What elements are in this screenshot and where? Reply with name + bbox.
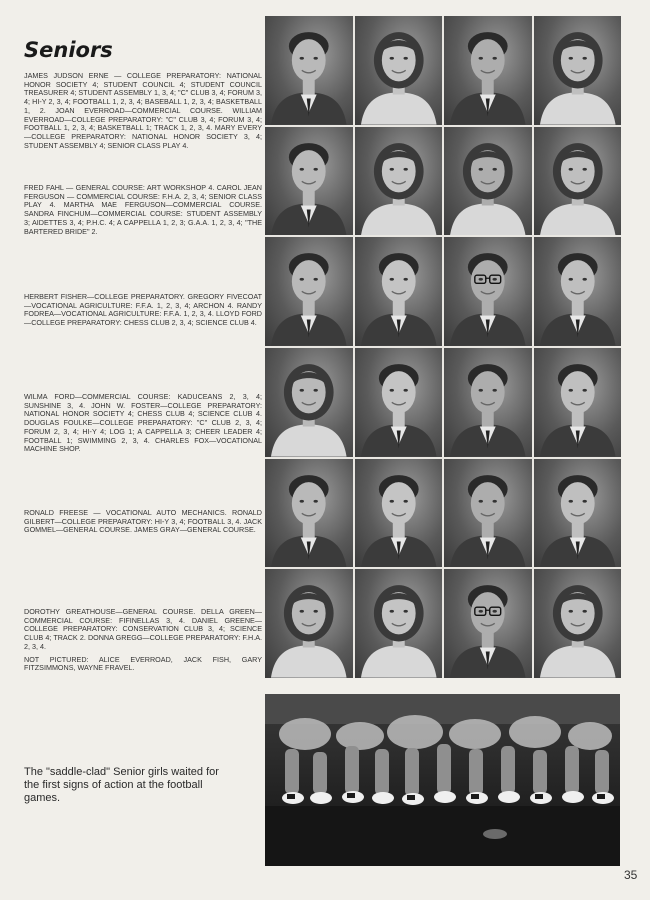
bio-text: DOROTHY GREATHOUSE—GENERAL COURSE. DELLA GREEN—COMMERCIAL COURSE: FIFINELLAS 3, 4. DANIEL GREENE—COLLEGE PREPARATORY: CONSERVATION CLUB 3, 4; SCIENCE CLUB 4; TRACK 2. DONNA GREGG—COLLEGE PREPARATORY: F.H.A. 2, 3, 4. (24, 607, 262, 651)
portrait-grid (265, 16, 621, 678)
bio-text: WILMA FORD—COMMERCIAL COURSE: KADUCEANS 2, 3, 4; SUNSHINE 3, 4. JOHN W. FOSTER—COLLEGE PREPARATORY: NATIONAL HONOR SOCIETY 4; CHESS CLUB 4; SCIENCE CLUB 4. DOUGLAS FOULKE—COLLEGE PREPARATORY: "C" CLUB 2, 3, 4; FORUM 2, 3, 4; HI-Y 4; LOG 1; A CAPPELLA 3; CHEER LEADER 4; FOOTBALL 1; SWIMMING 2, 3, 4. CHARLES FOX—VOCATIONAL MACHINE SHOP. (24, 392, 262, 454)
bio-text: HERBERT FISHER—COLLEGE PREPARATORY. GREGORY FIVECOAT—VOCATIONAL AGRICULTURE: F.F.A. 1, 2, 3, 4; ARCHON 4. RANDY FODREA—VOCATIONAL AGRICULTURE: F.F.A. 1, 2, 3, 4. LLOYD FORD—COLLEGE PREPARATORY: CHESS CLUB 2, 3, 4; SCIENCE CLUB 4. (24, 292, 262, 328)
portrait-photo (265, 459, 353, 568)
bio-block-2 (24, 184, 262, 240)
portrait-photo (355, 127, 443, 236)
portrait-photo (355, 459, 443, 568)
bio-text: RONALD FREESE — VOCATIONAL AUTO MECHANICS. RONALD GILBERT—COLLEGE PREPARATORY: HI-Y 3, 4; FOOTBALL 3, 4. JACK GOMMEL—GENERAL COURSE. JAMES GRAY—GENERAL COURSE. (24, 508, 262, 535)
portrait-photo (444, 16, 532, 125)
portrait-photo (355, 348, 443, 457)
portrait-photo (534, 16, 622, 125)
bio-block-5 (24, 509, 262, 539)
portrait-photo (444, 237, 532, 346)
portrait-photo (534, 127, 622, 236)
not-pictured-text: NOT PICTURED: ALICE EVERROAD, JACK FISH, GARY FITZSIMMONS, WAYNE FRAVEL. (24, 654, 262, 673)
portrait-photo (265, 348, 353, 457)
bio-text: JAMES JUDSON ERNE — COLLEGE PREPARATORY: NATIONAL HONOR SOCIETY 4; STUDENT COUNCIL 4; STUDENT COUNCIL TREASURER 4; STUDENT ASSEMBLY 1, 3, 4; "C" CLUB 3, 4; FORUM 3, 4; HI-Y 2, 3, 4; FOOTBALL 1, 2, 3, 4; BASEBALL 1, 2, 3, 4; BASKETBALL 1, 2. JOAN EVERROAD—COMMERCIAL COURSE. WILLIAM EVERROAD—COLLEGE PREPARATORY: "C" CLUB 3, 4; FORUM 3, 4; FOOTBALL 1, 2, 3, 4; BASKETBALL 1; TRACK 1, 2, 3, 4. MARY EVERY—COLLEGE PREPARATORY: NATIONAL HONOR SOCIETY 3, 4; STUDENT ASSEMBLY 4; SENIOR CLASS PLAY 4. (24, 71, 262, 150)
photo-caption: The "saddle-clad" Senior girls waited for the first signs of action at the football games. (24, 766, 219, 804)
bio-block-6 (24, 608, 262, 677)
portrait-photo (444, 127, 532, 236)
portrait-photo (534, 459, 622, 568)
portrait-photo (444, 569, 532, 678)
portrait-photo (265, 569, 353, 678)
portrait-photo (534, 348, 622, 457)
page-title: Seniors (24, 38, 113, 62)
crowd-photo (265, 694, 620, 866)
portrait-photo (355, 16, 443, 125)
portrait-photo (444, 459, 532, 568)
portrait-photo (444, 348, 532, 457)
portrait-photo (265, 127, 353, 236)
portrait-photo (265, 237, 353, 346)
portrait-photo (534, 237, 622, 346)
portrait-photo (355, 569, 443, 678)
portrait-photo (265, 16, 353, 125)
bio-text: FRED FAHL — GENERAL COURSE: ART WORKSHOP 4. CAROL JEAN FERGUSON — COMMERCIAL COURSE: F.H.A. 2, 3, 4; SENIOR CLASS PLAY 4. MARTHA MAE FERGUSON—COMMERCIAL COURSE. SANDRA FINCHUM—COMMERCIAL COURSE: STUDENT ASSEMBLY 3; AIDETTES 3, 4; P.H.C. 4; A CAPPELLA 1, 2, 3; G.A.A. 1, 2, 3, 4; "THE BARTERED BRIDE" 2. (24, 183, 262, 236)
portrait-photo (355, 237, 443, 346)
page-number: 35 (624, 868, 638, 882)
bio-block-1 (24, 72, 262, 154)
bio-block-4 (24, 393, 262, 458)
bio-block-3 (24, 293, 262, 332)
portrait-photo (534, 569, 622, 678)
